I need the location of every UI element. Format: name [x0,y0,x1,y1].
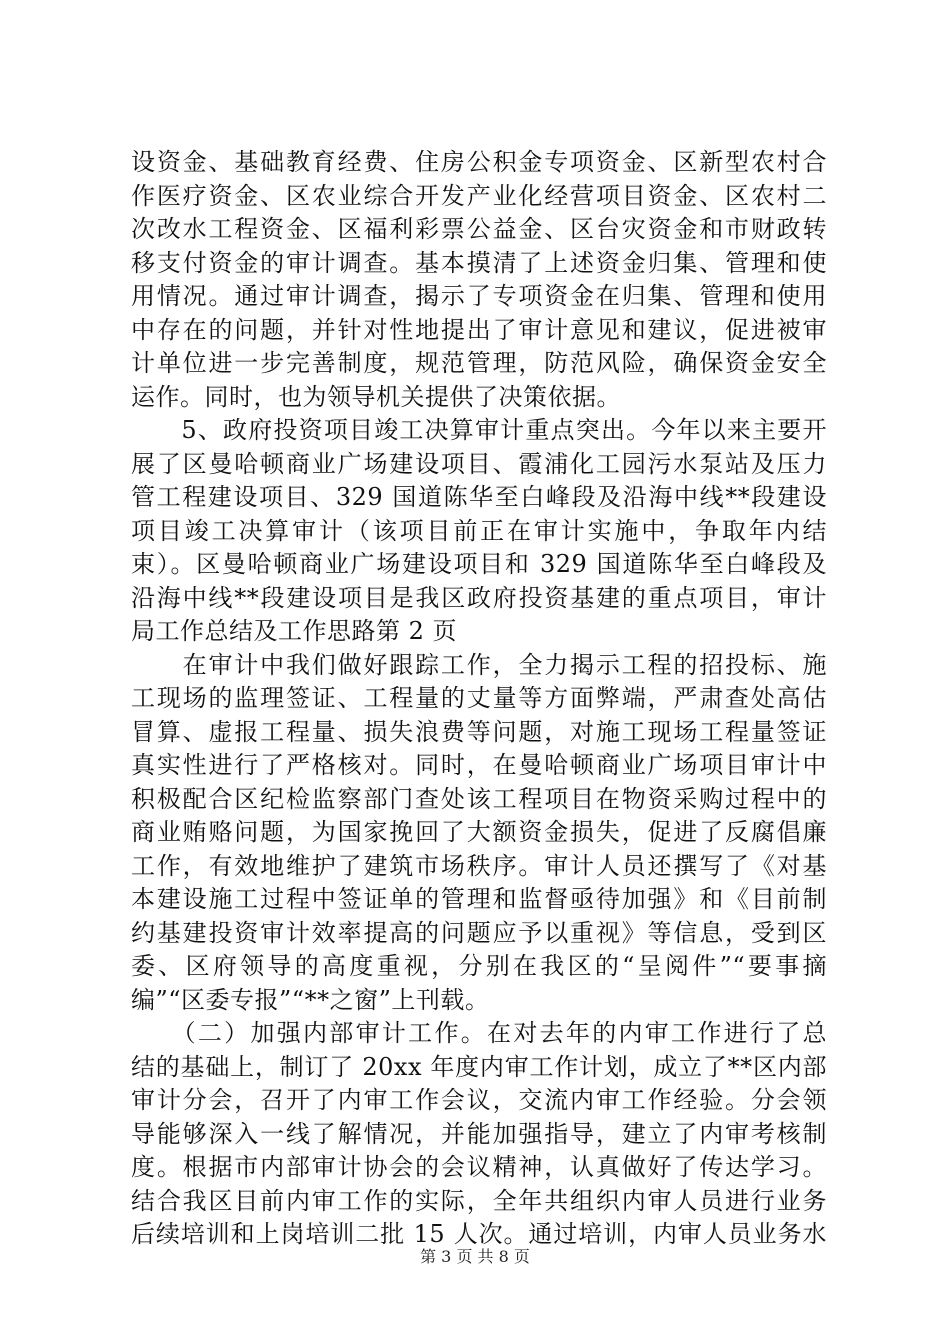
text-line: 度。根据市内部审计协会的会议精神，认真做好了传达学习。 [131,1153,827,1181]
text-line: 运作。同时，也为领导机关提供了决策依据。 [131,382,621,411]
text-line: 积极配合区纪检监察部门查处该工程项目在物资采购过程中的 [131,784,827,813]
text-line: 冒算、虚报工程量、损失浪费等问题，对施工现场工程量签证 [131,717,827,746]
text-line: 结的基础上，制订了 20xx 年度内审工作计划，成立了**区内部 [131,1052,827,1081]
text-line: 沿海中线**段建设项目是我区政府投资基建的重点项目，审计 [131,583,827,612]
text-line: （二）加强内部审计工作。在对去年的内审工作进行了总 [131,1019,827,1047]
text-line: 编”“区委专报”“**之窗”上刊载。 [131,985,490,1014]
document-body [131,146,827,1252]
text-line: 次改水工程资金、区福利彩票公益金、区台灾资金和市财政转 [131,215,827,243]
text-line: 移支付资金的审计调查。基本摸清了上述资金归集、管理和使 [131,248,827,277]
text-line: 局工作总结及工作思路第 2 页 [131,617,458,645]
text-line: 本建设施工过程中签证单的管理和监督亟待加强》和《目前制 [131,885,827,913]
text-line: 用情况。通过审计调查，揭示了专项资金在归集、管理和使用 [131,282,827,310]
text-line: 后续培训和上岗培训二批 15 人次。通过培训，内审人员业务水 [131,1220,827,1248]
page-number-footer: 第 3 页 共 8 页 [420,1247,530,1266]
text-line: 在审计中我们做好跟踪工作，全力揭示工程的招投标、施 [131,650,827,679]
text-line: 项目竣工决算审计（该项目前正在审计实施中，争取年内结 [131,516,827,545]
text-line: 中存在的问题，并针对性地提出了审计意见和建议，促进被审 [131,315,827,344]
text-line: 工作，有效地维护了建筑市场秩序。审计人员还撰写了《对基 [131,851,827,880]
text-line: 结合我区目前内审工作的实际，全年共组织内审人员进行业务 [131,1186,827,1215]
text-line: 管工程建设项目、329 国道陈华至白峰段及沿海中线**段建设 [131,483,827,511]
text-line: 展了区曼哈顿商业广场建设项目、霞浦化工园污水泵站及压力 [131,449,827,478]
text-line: 导能够深入一线了解情况，并能加强指导，建立了内审考核制 [131,1119,827,1148]
text-line: 商业贿赂问题，为国家挽回了大额资金损失，促进了反腐倡廉 [131,818,827,846]
text-line: 作医疗资金、区农业综合开发产业化经营项目资金、区农村二 [131,181,827,210]
text-line: 束）。区曼哈顿商业广场建设项目和 329 国道陈华至白峰段及 [131,550,827,578]
text-line: 约基建投资审计效率提高的问题应予以重视》等信息，受到区 [131,918,827,947]
text-line: 设资金、基础教育经费、住房公积金专项资金、区新型农村合 [131,148,827,176]
text-line: 工现场的监理签证、工程量的丈量等方面弊端，严肃查处高估 [131,684,827,712]
text-line: 委、区府领导的高度重视，分别在我区的“呈阅件”“要事摘 [131,952,827,980]
text-line: 审计分会，召开了内审工作会议，交流内审工作经验。分会领 [131,1086,827,1114]
text-line: 计单位进一步完善制度，规范管理，防范风险，确保资金安全 [131,349,827,377]
text-line: 5、政府投资项目竣工决算审计重点突出。今年以来主要开 [131,416,827,444]
text-line: 真实性进行了严格核对。同时，在曼哈顿商业广场项目审计中 [131,751,827,779]
